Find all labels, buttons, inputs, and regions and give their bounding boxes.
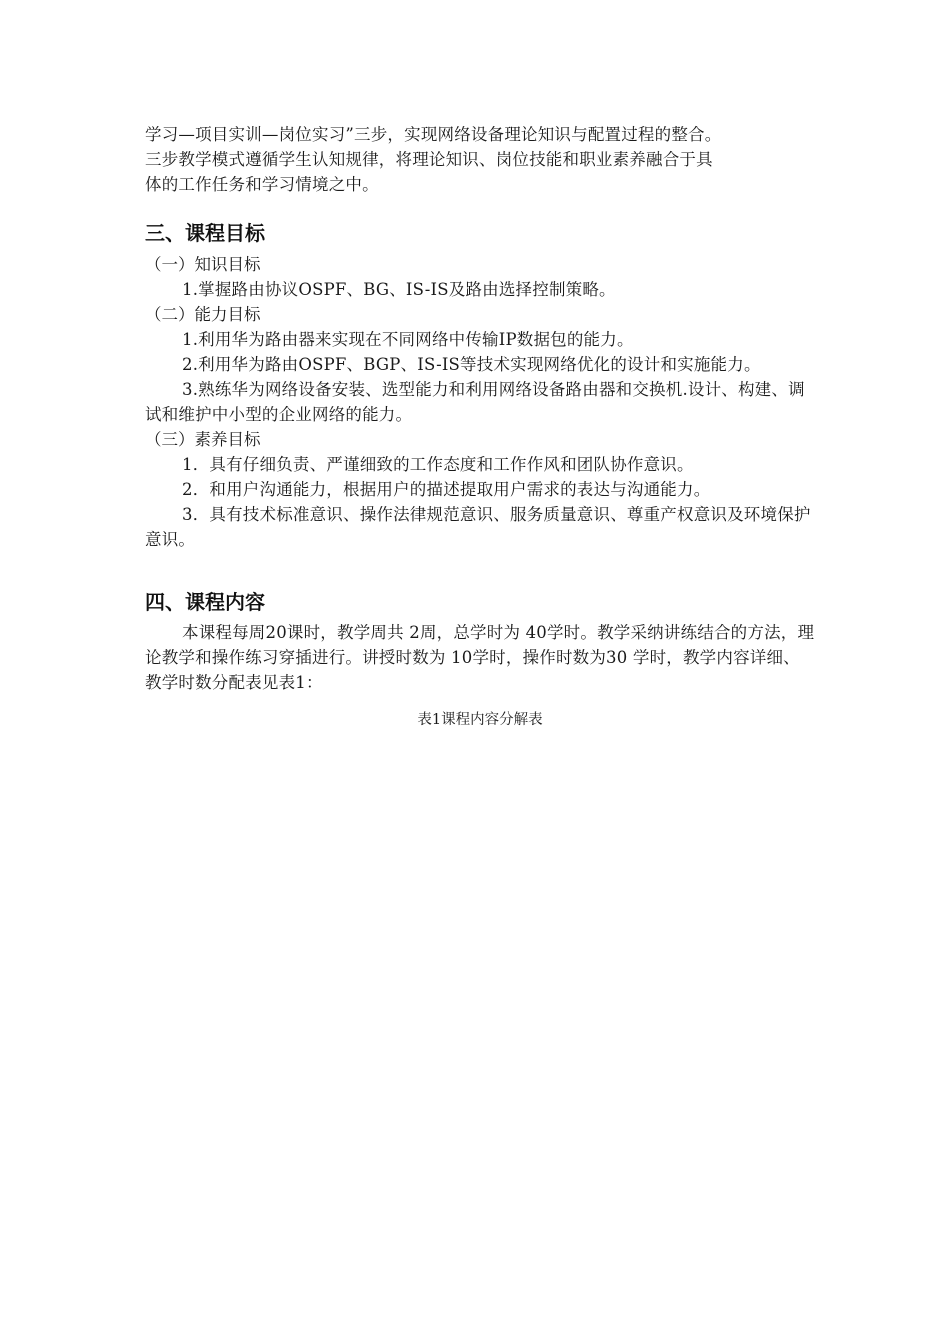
quality-goal-item: 2．和用户沟通能力，根据用户的描述提取用户需求的表达与沟通能力。: [182, 480, 711, 499]
knowledge-goals-heading: （一）知识目标: [145, 255, 261, 274]
intro-line-1: 学习—项目实训—岗位实习”三步，实现网络设备理论知识与配置过程的整合。: [145, 125, 722, 144]
ability-goal-item: 2.利用华为路由OSPF、BGP、IS-IS等技术实现网络优化的设计和实施能力。: [182, 355, 761, 374]
ability-goal-item: 3.熟练华为网络设备安装、选型能力和利用网络设备路由器和交换机.设计、构建、调试和维护中小型的企业网络的能力。: [145, 380, 805, 424]
ability-goals-heading: （二）能力目标: [145, 305, 261, 324]
section-4-title: 四、课程内容: [145, 590, 265, 614]
knowledge-goal-item: 1.掌握路由协议OSPF、BG、IS-IS及路由选择控制策略。: [182, 280, 616, 299]
intro-line-3: 体的工作任务和学习情境之中。: [145, 175, 379, 194]
quality-goal-item: 3．具有技术标准意识、操作法律规范意识、服务质量意识、尊重产权意识及环境保护意识。: [145, 505, 811, 549]
table-caption: 表1课程内容分解表: [417, 712, 543, 728]
page-content: [145, 122, 815, 731]
quality-goal-item: 1．具有仔细负责、严谨细致的工作态度和工作作风和团队协作意识。: [182, 455, 694, 474]
intro-line-2: 三步教学模式遵循学生认知规律，将理论知识、岗位技能和职业素养融合于具: [145, 150, 713, 169]
section-3-title: 三、课程目标: [145, 221, 265, 245]
ability-goal-item: 1.利用华为路由器来实现在不同网络中传输IP数据包的能力。: [182, 330, 634, 349]
course-content-paragraph: 本课程每周20课时，教学周共 2周，总学时为 40学时。教学采纳讲练结合的方法，理论教学和操作练习穿插进行。讲授时数为 10学时，操作时数为30 学时，教学内容详细、教学时数分配表见表1：: [145, 623, 815, 692]
quality-goals-heading: （三）素养目标: [145, 430, 261, 449]
